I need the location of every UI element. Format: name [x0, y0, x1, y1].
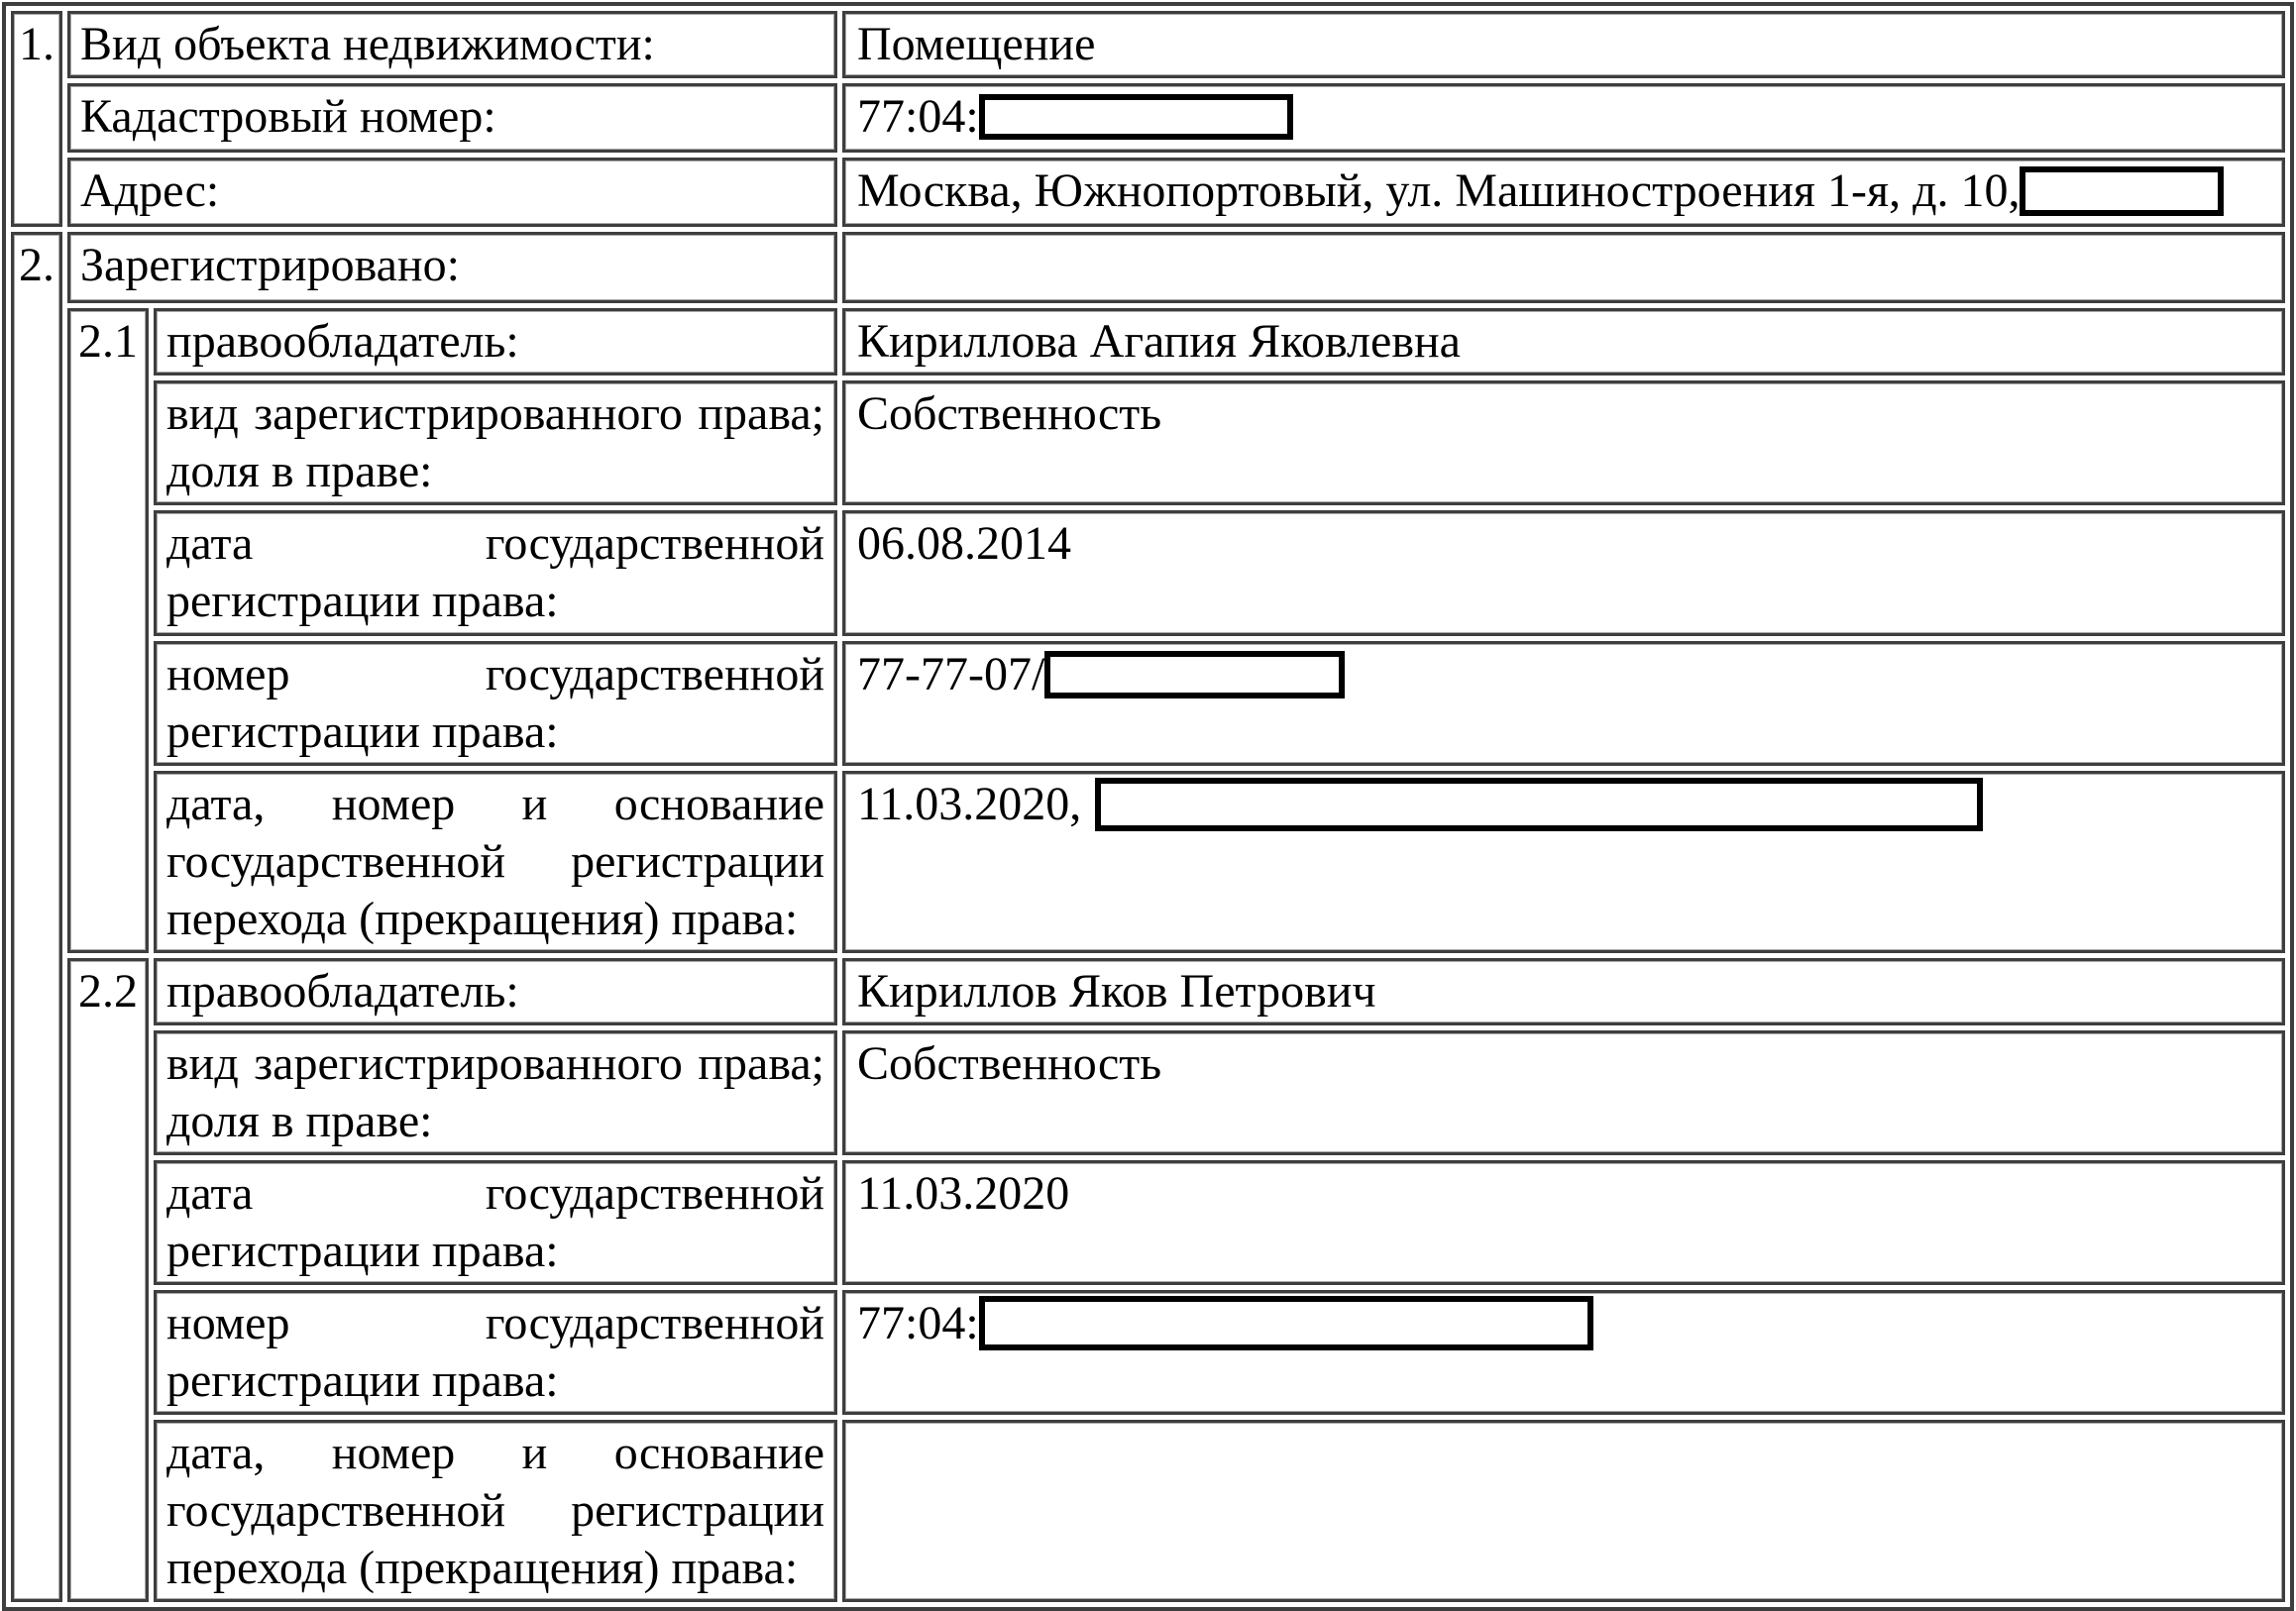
value-object-type: Помещение	[842, 11, 2285, 78]
value-right-type: Собственность	[842, 380, 2285, 505]
redaction-box	[2020, 166, 2224, 216]
label-right-type: вид зарегистрированного права; доля в праве:	[154, 380, 837, 505]
entry-2-2-number: 2.2	[67, 958, 149, 1602]
table-row	[11, 1420, 2285, 1602]
registry-extract-table	[2, 2, 2294, 1611]
label-cadastral-number: Кадастровый номер:	[67, 83, 837, 153]
label-registered: Зарегистрировано:	[67, 232, 837, 303]
value-registration-number	[842, 1290, 2285, 1415]
label-registration-number: номер государственной регистрации права:	[154, 641, 837, 766]
redaction-box	[979, 1296, 1593, 1350]
table-row	[11, 380, 2285, 505]
value-registration-number	[842, 641, 2285, 766]
table-row	[11, 83, 2285, 153]
label-transfer-basis: дата, номер и основание государственной регистрации перехода (прекращения) права:	[154, 1420, 837, 1602]
label-address: Адрес:	[67, 158, 837, 227]
table-row	[11, 308, 2285, 376]
label-right-type: вид зарегистрированного права; доля в праве:	[154, 1030, 837, 1155]
value-right-type: Собственность	[842, 1030, 2285, 1155]
table-row	[11, 958, 2285, 1025]
value-transfer-basis-empty	[842, 1420, 2285, 1602]
table-row	[11, 771, 2285, 953]
registration-number-prefix: 77-77-07/	[857, 648, 1045, 700]
redaction-box	[1095, 778, 1983, 831]
value-registration-date: 11.03.2020	[842, 1160, 2285, 1285]
entry-2-1-number: 2.1	[67, 308, 149, 953]
table-row	[11, 158, 2285, 227]
value-transfer-basis	[842, 771, 2285, 953]
redaction-box	[979, 94, 1293, 140]
address-prefix: Москва, Южнопортовый, ул. Машиностроения 1-я, д. 10,	[857, 164, 2021, 217]
table-row	[11, 1030, 2285, 1155]
label-registration-date: дата государственной регистрации права:	[154, 1160, 837, 1285]
label-rightholder: правообладатель:	[154, 958, 837, 1025]
table-row	[11, 1160, 2285, 1285]
cadastral-number-prefix: 77:04:	[857, 90, 979, 143]
table-row	[11, 232, 2285, 303]
transfer-date-prefix: 11.03.2020,	[857, 778, 1082, 830]
value-rightholder: Кириллов Яков Петрович	[842, 958, 2285, 1025]
value-registered-empty	[842, 232, 2285, 303]
label-object-type: Вид объекта недвижимости:	[67, 11, 837, 78]
label-registration-date: дата государственной регистрации права:	[154, 510, 837, 636]
value-cadastral-number	[842, 83, 2285, 153]
section1-number: 1.	[11, 11, 62, 227]
redaction-box	[1044, 651, 1345, 698]
table-row	[11, 641, 2285, 766]
section2-number: 2.	[11, 232, 62, 1602]
value-address	[842, 158, 2285, 227]
table-row	[11, 11, 2285, 78]
value-rightholder: Кириллова Агапия Яковлевна	[842, 308, 2285, 376]
label-transfer-basis: дата, номер и основание государственной регистрации перехода (прекращения) права:	[154, 771, 837, 953]
table-row	[11, 1290, 2285, 1415]
registration-number-prefix: 77:04:	[857, 1297, 979, 1349]
value-registration-date: 06.08.2014	[842, 510, 2285, 636]
label-rightholder: правообладатель:	[154, 308, 837, 376]
table-row	[11, 510, 2285, 636]
label-registration-number: номер государственной регистрации права:	[154, 1290, 837, 1415]
